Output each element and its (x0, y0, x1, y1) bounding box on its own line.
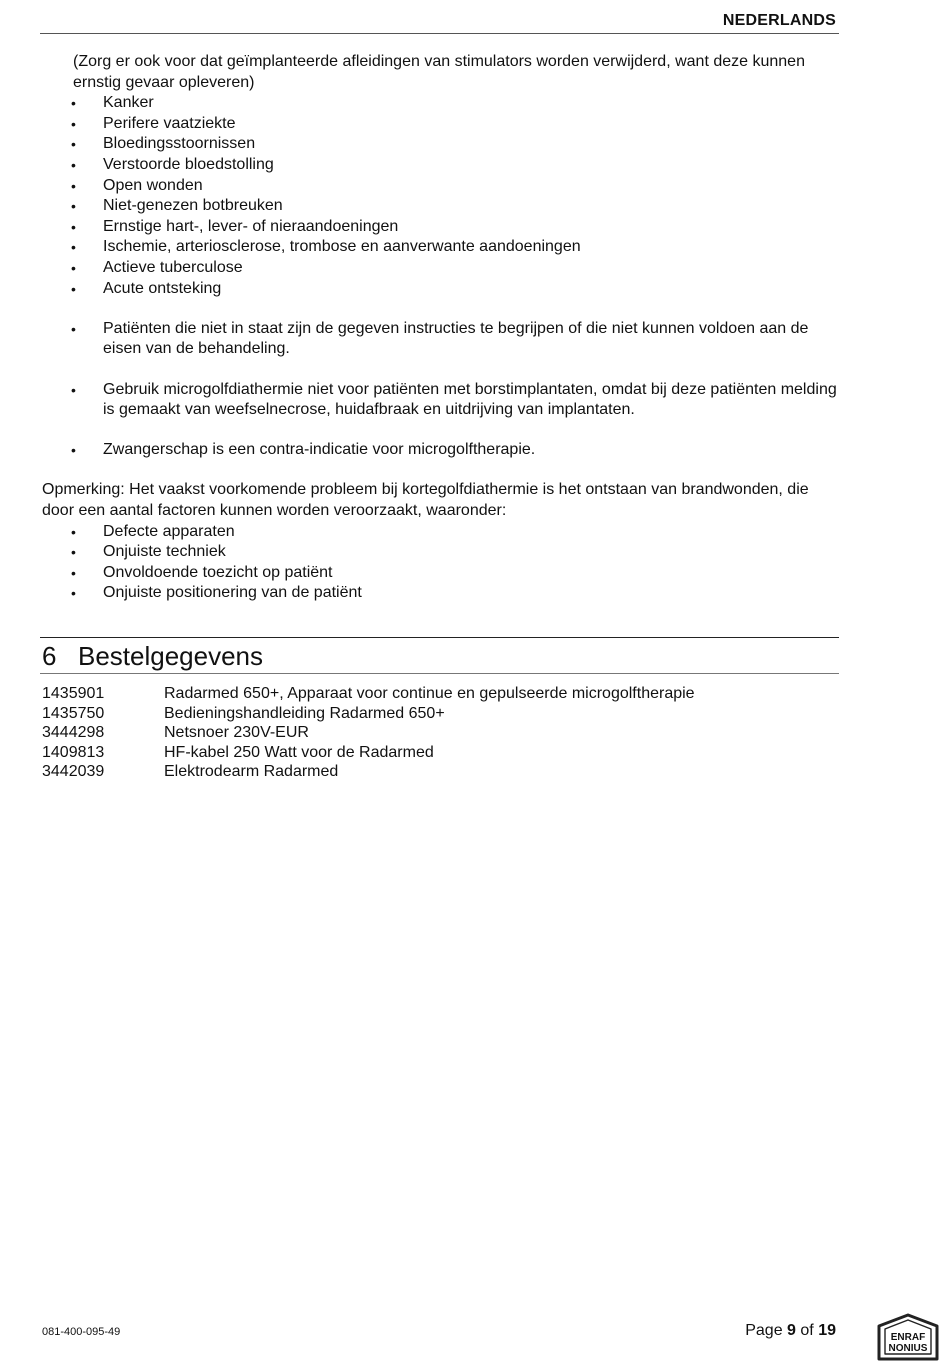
section-heading (42, 640, 263, 672)
order-description: HF-kabel 250 Watt voor de Radarmed (164, 743, 434, 761)
remark-list (42, 522, 837, 604)
list-item: • Patiënten die niet in staat zijn de gegeven instructies te begrijpen of die niet kunnen voldoen aan de eisen van de behandeling. (42, 319, 837, 360)
list-item: • Open wonden (42, 176, 837, 197)
table-row (42, 762, 695, 782)
list-item: • Ernstige hart-, lever- of nieraandoeningen (42, 217, 837, 238)
section-number: 6 (42, 641, 57, 671)
order-description: Elektrodearm Radarmed (164, 763, 339, 781)
order-code: 3444298 (42, 724, 105, 742)
extra-contraindication-1 (42, 319, 837, 360)
order-table (42, 684, 695, 782)
document-number: 081-400-095-49 (42, 1326, 121, 1338)
extra-contraindication-3 (42, 440, 837, 461)
logo-line-2: NONIUS (888, 1343, 928, 1354)
list-item: • Kanker (42, 93, 837, 114)
section-title-text: Bestelgegevens (78, 641, 264, 671)
table-row (42, 723, 695, 743)
extra-contraindication-2 (42, 380, 837, 421)
page-indicator (745, 1322, 836, 1340)
order-description: Netsnoer 230V-EUR (164, 724, 309, 742)
list-item: • Verstoorde bloedstolling (42, 155, 837, 176)
list-item: • Acute ontsteking (42, 279, 837, 300)
table-row (42, 743, 695, 763)
list-item: • Onjuiste techniek (42, 542, 837, 563)
list-item: • Niet-genezen botbreuken (42, 196, 837, 217)
page-current: 9 (787, 1322, 796, 1339)
list-item: • Ischemie, arteriosclerose, trombose en aanverwante aandoeningen (42, 237, 837, 258)
page-total: 19 (818, 1322, 836, 1339)
stimulator-note: (Zorg er ook voor dat geïmplanteerde afleidingen van stimulators worden verwijderd, want deze kunnen ernstig gevaar opleveren) (73, 53, 805, 91)
list-item: • Perifere vaatziekte (42, 114, 837, 135)
document-body (42, 52, 837, 604)
page-prefix: Page (745, 1322, 783, 1339)
order-code: 3442039 (42, 763, 105, 781)
contraindication-list (42, 93, 837, 299)
header-divider (40, 33, 839, 34)
table-row (42, 684, 695, 704)
page-of: of (800, 1322, 814, 1339)
order-code: 1435750 (42, 704, 105, 722)
section-divider-top (40, 637, 839, 638)
order-code: 1409813 (42, 743, 105, 761)
table-row (42, 704, 695, 724)
list-item: • Gebruik microgolfdiathermie niet voor patiënten met borstimplantaten, omdat bij deze patiënten melding is gemaakt van weefselnecrose, huidafbraak en uitdrijving van implantaten. (42, 380, 837, 421)
remark-paragraph: Opmerking: Het vaakst voorkomende probleem bij kortegolfdiathermie is het ontstaan van brandwonden, die door een aantal factoren kunnen worden veroorzaakt, waaronder: (42, 481, 809, 520)
list-item: • Onjuiste positionering van de patiënt (42, 583, 837, 604)
order-description: Radarmed 650+, Apparaat voor continue en gepulseerde microgolftherapie (164, 685, 695, 702)
list-item: • Zwangerschap is een contra-indicatie voor microgolftherapie. (42, 440, 837, 461)
document-language-header: NEDERLANDS (722, 12, 836, 29)
list-item: • Bloedingsstoornissen (42, 134, 837, 155)
order-description: Bedieningshandleiding Radarmed 650+ (164, 704, 445, 722)
section-divider-bottom (40, 673, 839, 674)
enraf-nonius-logo (876, 1312, 940, 1362)
logo-line-1: ENRAF (890, 1332, 926, 1343)
list-item: • Onvoldoende toezicht op patiënt (42, 563, 837, 584)
list-item: • Defecte apparaten (42, 522, 837, 543)
list-item: • Actieve tuberculose (42, 258, 837, 279)
order-code: 1435901 (42, 685, 105, 702)
